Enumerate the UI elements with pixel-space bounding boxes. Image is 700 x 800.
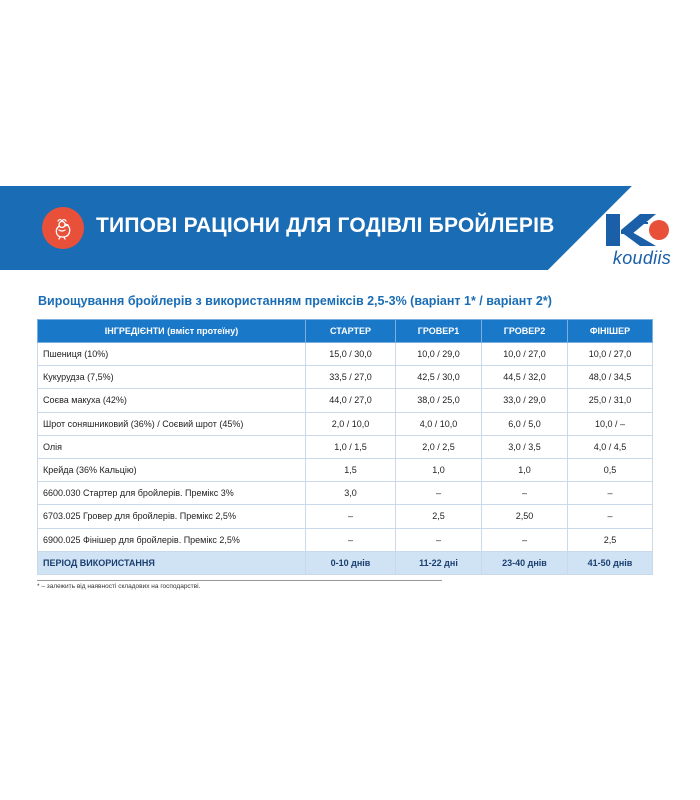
table-cell: – <box>568 505 653 528</box>
table-cell: 10,0 / – <box>568 412 653 435</box>
period-label: ПЕРІОД ВИКОРИСТАННЯ <box>38 551 306 574</box>
header-starter: СТАРТЕР <box>306 320 396 343</box>
table-cell: 44,0 / 27,0 <box>306 389 396 412</box>
table-cell: 6,0 / 5,0 <box>482 412 568 435</box>
table-cell: – <box>306 505 396 528</box>
ingredient-name: Шрот соняшниковий (36%) / Соєвий шрот (45%) <box>38 412 306 435</box>
table-cell: 44,5 / 32,0 <box>482 366 568 389</box>
table-subtitle: Вирощування бройлерів з використанням преміксів 2,5-3% (варіант 1* / варіант 2*) <box>38 294 552 308</box>
table-cell: 38,0 / 25,0 <box>396 389 482 412</box>
chicken-icon <box>42 207 84 249</box>
chicken-glyph <box>50 215 76 241</box>
header-finisher: ФІНІШЕР <box>568 320 653 343</box>
ingredient-name: Кукурудза (7,5%) <box>38 366 306 389</box>
page-title: ТИПОВІ РАЦІОНИ ДЛЯ ГОДІВЛІ БРОЙЛЕРІВ <box>96 214 555 237</box>
table-cell: – <box>482 528 568 551</box>
table-cell: 1,0 <box>482 458 568 481</box>
table-row <box>38 482 653 505</box>
table-cell: 2,5 <box>568 528 653 551</box>
table-cell: 2,5 <box>396 505 482 528</box>
table-row <box>38 366 653 389</box>
table-cell: 4,0 / 10,0 <box>396 412 482 435</box>
table-cell: 2,0 / 10,0 <box>306 412 396 435</box>
table-cell: 2,0 / 2,5 <box>396 435 482 458</box>
table-cell: 15,0 / 30,0 <box>306 343 396 366</box>
period-cell-grower1: 11-22 дні <box>396 551 482 574</box>
table-row <box>38 458 653 481</box>
table-cell: 33,5 / 27,0 <box>306 366 396 389</box>
table-cell: 25,0 / 31,0 <box>568 389 653 412</box>
rations-table <box>37 319 653 575</box>
table-cell: 10,0 / 29,0 <box>396 343 482 366</box>
period-cell-grower2: 23-40 днів <box>482 551 568 574</box>
header-grower1: ГРОВЕР1 <box>396 320 482 343</box>
table-cell: – <box>568 482 653 505</box>
table-cell: – <box>306 528 396 551</box>
period-cell-starter: 0-10 днів <box>306 551 396 574</box>
ingredient-name: 6600.030 Стартер для бройлерів. Премікс 3% <box>38 482 306 505</box>
ingredient-name: 6703.025 Гровер для бройлерів. Премікс 2,5% <box>38 505 306 528</box>
table-cell: 4,0 / 4,5 <box>568 435 653 458</box>
table-cell: 3,0 / 3,5 <box>482 435 568 458</box>
table-cell: 1,5 <box>306 458 396 481</box>
table-header-row <box>38 320 653 343</box>
period-row <box>38 551 653 574</box>
table-cell: 42,5 / 30,0 <box>396 366 482 389</box>
table-cell: 10,0 / 27,0 <box>568 343 653 366</box>
header-grower2: ГРОВЕР2 <box>482 320 568 343</box>
table-cell: 3,0 <box>306 482 396 505</box>
table-row <box>38 528 653 551</box>
table-row <box>38 435 653 458</box>
ingredient-name: Крейда (36% Кальцію) <box>38 458 306 481</box>
table-cell: 10,0 / 27,0 <box>482 343 568 366</box>
table-cell: 48,0 / 34,5 <box>568 366 653 389</box>
table-row <box>38 343 653 366</box>
ingredient-name: Олія <box>38 435 306 458</box>
ingredient-name: Соєва макуха (42%) <box>38 389 306 412</box>
table-cell: 2,50 <box>482 505 568 528</box>
table-cell: 0,5 <box>568 458 653 481</box>
ingredient-name: Пшениця (10%) <box>38 343 306 366</box>
table-row <box>38 505 653 528</box>
table-cell: – <box>396 482 482 505</box>
period-cell-finisher: 41-50 днів <box>568 551 653 574</box>
table-row <box>38 389 653 412</box>
footnote: * – залежить від наявності складових на господарстві. <box>37 583 201 590</box>
table-row <box>38 412 653 435</box>
header-ingredients: ІНГРЕДІЄНТИ (вміст протеїну) <box>38 320 306 343</box>
table-cell: 33,0 / 29,0 <box>482 389 568 412</box>
footnote-divider <box>37 580 442 581</box>
table-cell: – <box>396 528 482 551</box>
table-cell: – <box>482 482 568 505</box>
table-cell: 1,0 <box>396 458 482 481</box>
logo-wordmark: koudiis <box>612 248 672 268</box>
ingredient-name: 6900.025 Фінішер для бройлерів. Премікс 2,5% <box>38 528 306 551</box>
table-cell: 1,0 / 1,5 <box>306 435 396 458</box>
